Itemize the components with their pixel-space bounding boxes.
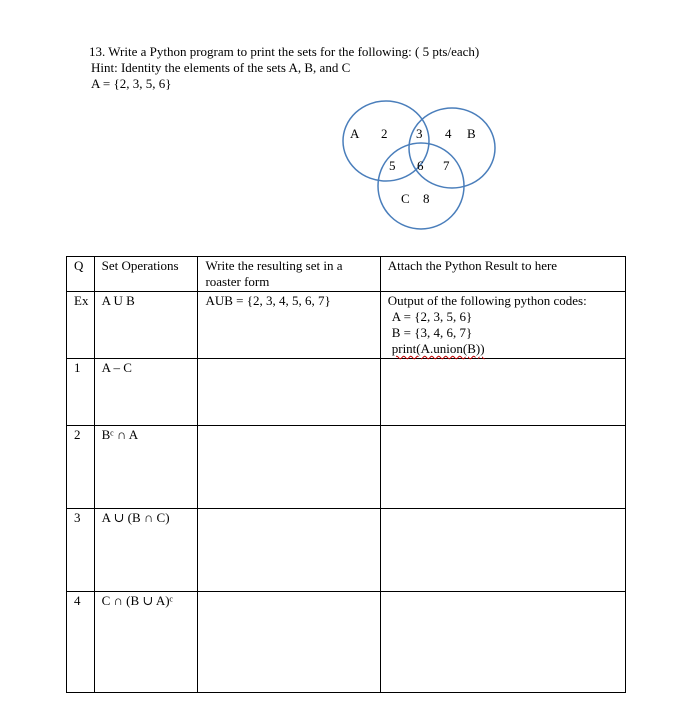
table-row-example [67,292,626,359]
label-c: C [401,191,410,206]
table-row [67,509,626,592]
cell-q: 2 [67,426,95,509]
label-a: A [350,126,360,141]
region-b-only: 4 [445,126,452,141]
region-a-only: 2 [381,126,388,141]
region-abc: 6 [417,158,424,173]
header-set-operations: Set Operations [94,257,198,292]
code-line-a: A = {2, 3, 5, 6} [391,309,473,324]
cell-q: 4 [67,592,95,693]
table-header-row [67,257,626,292]
region-ac: 5 [389,158,396,173]
code-line-b: B = {3, 4, 6, 7} [391,325,473,340]
cell-python-result [380,292,625,359]
table-row [67,359,626,426]
cell-roster-answer[interactable] [198,359,380,426]
cell-python-answer[interactable] [380,426,625,509]
question-set-a: A = {2, 3, 5, 6} [91,76,172,91]
set-b-circle [409,108,495,188]
region-ab: 3 [416,126,423,141]
cell-roster: AUB = {2, 3, 4, 5, 6, 7} [198,292,380,359]
cell-operation: A ∪ (B ∩ C) [94,509,198,592]
cell-python-answer[interactable] [380,509,625,592]
cell-operation: A – C [94,359,198,426]
table-row [67,426,626,509]
cell-operation: C ∩ (B ∪ A)ᶜ [94,592,198,693]
cell-roster-answer[interactable] [198,509,380,592]
cell-roster-answer[interactable] [198,592,380,693]
set-operations-table [66,256,626,693]
cell-q: 3 [67,509,95,592]
venn-diagram [0,0,675,250]
header-roster-form: Write the resulting set in a roaster form [198,257,380,292]
header-q: Q [67,257,95,292]
cell-q: Ex [67,292,95,359]
set-c-circle [378,143,464,229]
cell-q: 1 [67,359,95,426]
header-python-result: Attach the Python Result to here [380,257,625,292]
code-line-print-wrap [388,341,619,357]
region-bc: 7 [443,158,450,173]
cell-operation: A U B [94,292,198,359]
table-row [67,592,626,693]
python-intro: Output of the following python codes: [387,293,587,308]
label-b: B [467,126,476,141]
cell-roster-answer[interactable] [198,426,380,509]
cell-operation: Bᶜ ∩ A [94,426,198,509]
question-title: 13. Write a Python program to print the sets for the following: ( 5 pts/each) [89,44,480,59]
code-line-print: print(A.union(B)) [391,341,485,356]
question-hint: Hint: Identity the elements of the sets A, B, and C [91,60,351,75]
cell-python-answer[interactable] [380,592,625,693]
region-c-only: 8 [423,191,430,206]
cell-python-answer[interactable] [380,359,625,426]
